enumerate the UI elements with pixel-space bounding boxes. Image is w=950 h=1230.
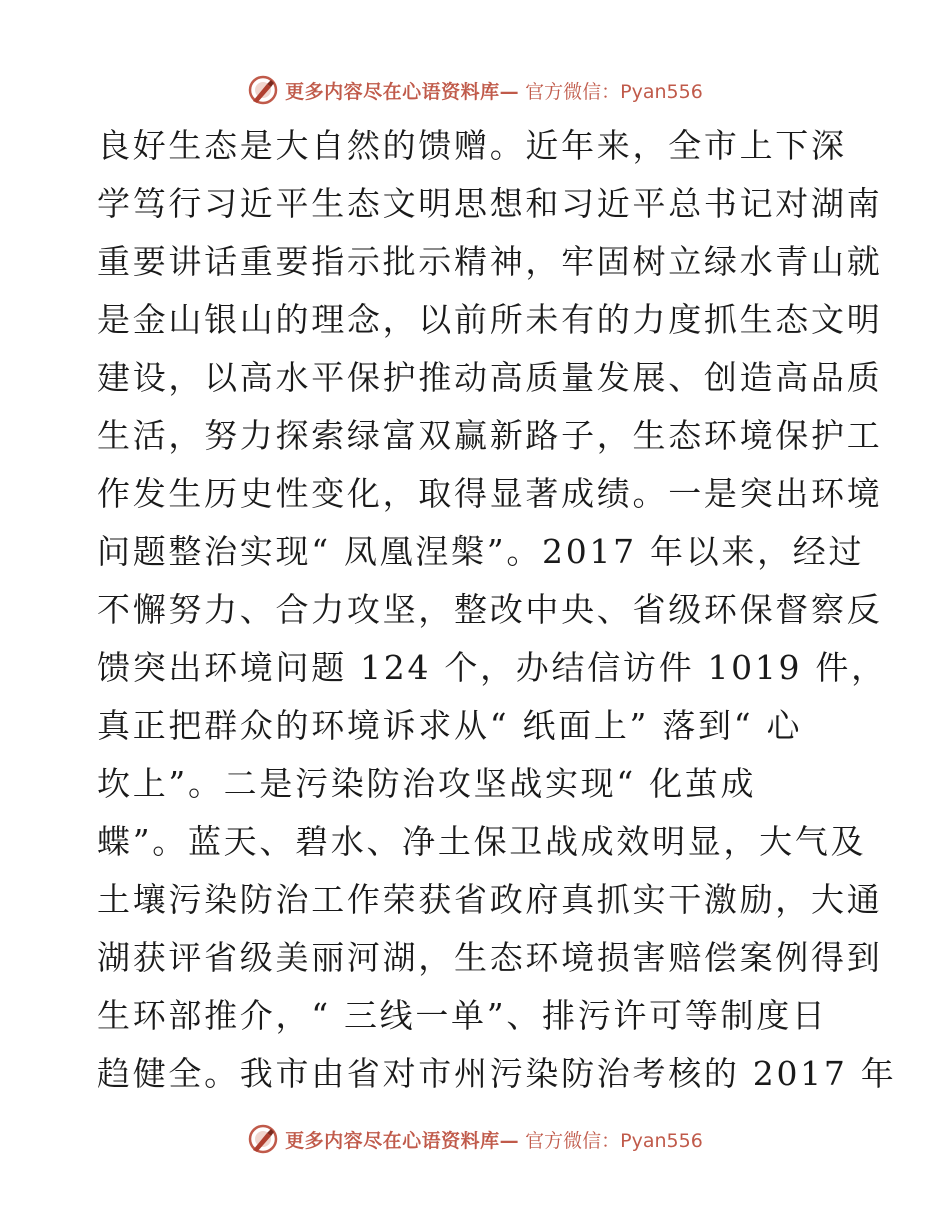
text-line: 馈突出环境问题 124 个，办结信访件 1019 件， bbox=[97, 648, 887, 687]
footer-watermark bbox=[0, 1119, 950, 1159]
watermark-text: 更多内容尽在心语资料库— bbox=[285, 80, 520, 103]
text-line: 学笃行习近平生态文明思想和习近平总书记对湖南 bbox=[97, 184, 883, 223]
text-line: 土壤污染防治工作荣获省政府真抓实干激励，大通 bbox=[97, 880, 883, 919]
watermark-text: 更多内容尽在心语资料库— bbox=[285, 1129, 520, 1152]
watermark-contact: 官方微信：Pyan556 bbox=[525, 80, 703, 103]
text-line: 建设，以高水平保护推动高质量发展、创造高品质 bbox=[97, 358, 883, 397]
text-line: 不懈努力、合力攻坚，整改中央、省级环保督察反 bbox=[97, 590, 883, 629]
text-line: 良好生态是大自然的馈赠。近年来，全市上下深 bbox=[97, 126, 847, 165]
pen-logo-icon bbox=[247, 74, 279, 106]
text-line: 作发生历史性变化，取得显著成绩。一是突出环境 bbox=[97, 474, 883, 513]
text-line: 真正把群众的环境诉求从“ 纸面上” 落到“ 心 bbox=[97, 706, 803, 745]
text-line: 坎上”。二是污染防治攻坚战实现“ 化茧成 bbox=[97, 764, 757, 803]
watermark-contact: 官方微信：Pyan556 bbox=[525, 1129, 703, 1152]
text-line: 重要讲话重要指示批示精神，牢固树立绿水青山就 bbox=[97, 242, 883, 281]
text-line: 趋健全。我市由省对市州污染防治考核的 2017 年 bbox=[97, 1054, 897, 1093]
text-line: 生环部推介，“ 三线一单”、排污许可等制度日 bbox=[97, 996, 828, 1035]
text-line: 蝶”。蓝天、碧水、净土保卫战成效明显，大气及 bbox=[97, 822, 867, 861]
text-line: 是金山银山的理念，以前所未有的力度抓生态文明 bbox=[97, 300, 883, 339]
text-line: 生活，努力探索绿富双赢新路子，生态环境保护工 bbox=[97, 416, 883, 455]
text-line: 问题整治实现“ 凤凰涅槃”。2017 年以来，经过 bbox=[97, 532, 865, 571]
text-line: 湖获评省级美丽河湖，生态环境损害赔偿案例得到 bbox=[97, 938, 883, 977]
pen-logo-icon bbox=[247, 1123, 279, 1155]
header-watermark bbox=[0, 70, 950, 110]
